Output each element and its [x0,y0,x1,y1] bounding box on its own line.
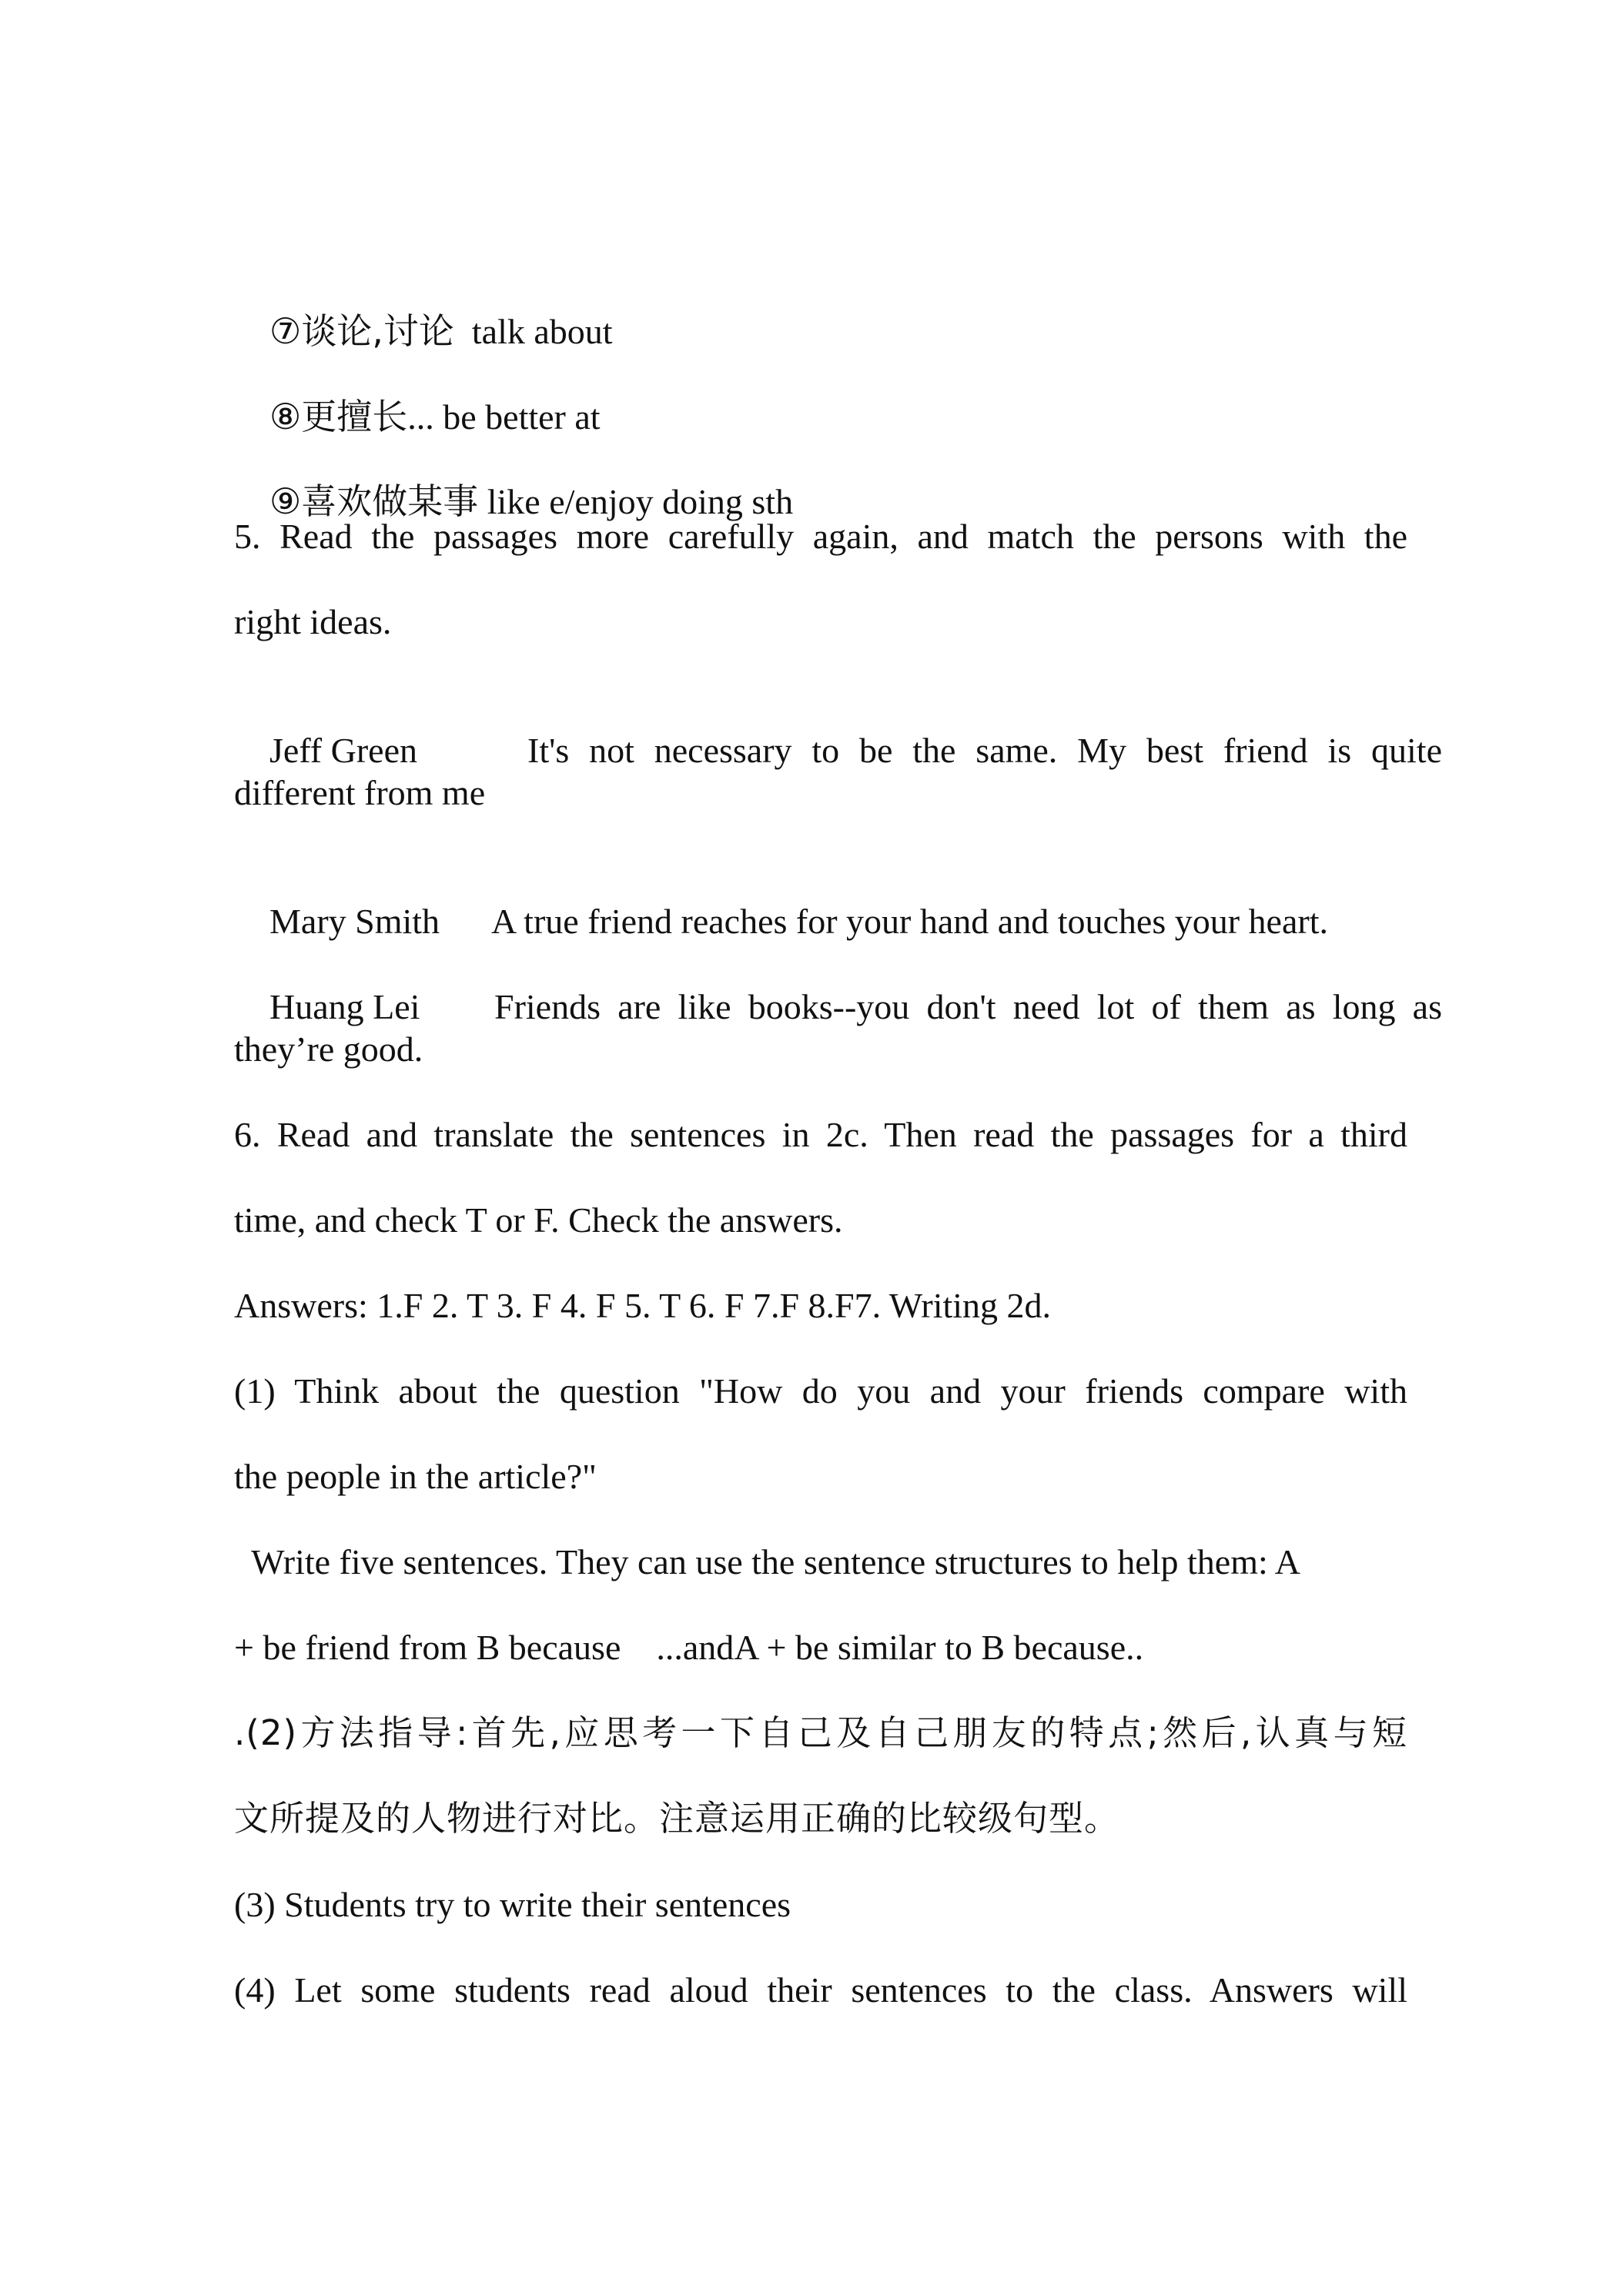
vocab-number: ⑧ [269,396,302,437]
step2-line2: 文所提及的人物进行对比。注意运用正确的比较级句型。 [234,1798,1120,1839]
step1-line1: (1) Think about the question "How do you and your friends compare with [234,1371,1407,1411]
vocab-english: like e/enjoy doing sth [478,482,794,521]
vocab-item-7 [234,266,1407,352]
write-line1: Write five sentences. They can use the sentence structures to help them: A [234,1542,1300,1581]
vocab-chinese: 谈论,讨论 [301,310,454,352]
step2-line1: .(2)方法指导:首先,应思考一下自己及自己朋友的特点;然后,认真与短 [234,1712,1407,1753]
vocab-english: ... be better at [407,397,601,437]
vocab-item-9 [234,437,1407,522]
step3-line: (3) Students try to write their sentences [234,1885,791,1924]
vocab-item-8 [234,352,1407,437]
match-idea: Friends are like books--you don't need lot of them as long as [494,987,1442,1026]
match-mary-smith [234,857,1407,941]
vocab-chinese: 喜欢做某事 [301,480,479,522]
match-huang-lei-line2: they’re good. [234,1029,423,1069]
item6-line1: 6. Read and translate the sentences in 2c. Then read the passages for a third [234,1115,1407,1154]
item5-line1: 5. Read the passages more carefully again, and match the persons with the [234,517,1407,556]
step1-line2: the people in the article?" [234,1457,597,1496]
vocab-number: ⑨ [269,480,302,522]
vocab-number: ⑦ [269,310,302,352]
match-jeff-green-line1 [234,686,1442,770]
match-idea: It's not necessary to be the same. My best friend is quite [527,731,1442,770]
item6-line2: time, and check T or F. Check the answers. [234,1200,843,1240]
match-huang-lei-line1 [234,942,1442,1026]
match-name: Mary Smith [269,902,440,941]
match-idea: A true friend reaches for your hand and touches your heart. [491,902,1328,941]
write-line2: + be friend from B because ...andA + be similar to B because.. [234,1628,1144,1667]
vocab-english: talk about [453,312,613,351]
match-jeff-green-line2: different from me [234,773,486,812]
match-name: Huang Lei [269,987,420,1026]
item5-line2: right ideas. [234,602,392,641]
step4-line: (4) Let some students read aloud their sentences to the class. Answers will [234,1970,1407,2010]
match-name: Jeff Green [269,731,417,770]
vocab-chinese: 更擅长 [301,396,408,437]
answers-line: Answers: 1.F 2. T 3. F 4. F 5. T 6. F 7.F 8.F7. Writing 2d. [234,1286,1052,1325]
